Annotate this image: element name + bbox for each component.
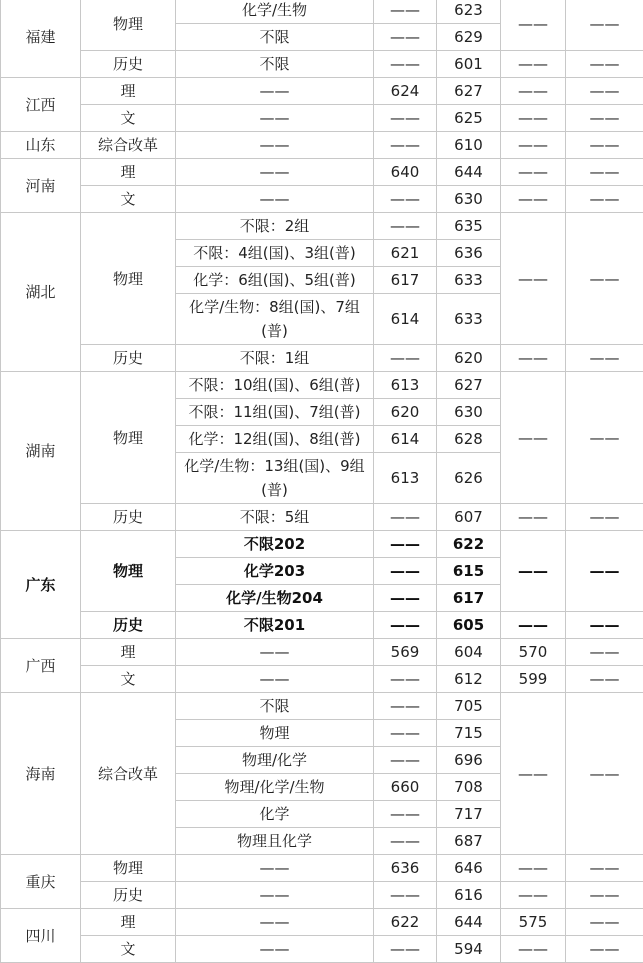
score-cell-d: —— bbox=[566, 132, 643, 159]
province-cell: 四川 bbox=[1, 909, 81, 963]
requirement-cell: 化学/生物 bbox=[176, 0, 374, 24]
subject-cell: 综合改革 bbox=[81, 132, 176, 159]
score-cell-b: 715 bbox=[437, 720, 501, 747]
score-cell-d: —— bbox=[566, 612, 643, 639]
score-cell-b: 627 bbox=[437, 78, 501, 105]
score-cell-a: 636 bbox=[374, 855, 437, 882]
score-cell-c: 575 bbox=[501, 909, 566, 936]
province-cell: 福建 bbox=[1, 0, 81, 78]
province-cell: 山东 bbox=[1, 132, 81, 159]
requirement-cell: 不限201 bbox=[176, 612, 374, 639]
table-row bbox=[1, 159, 643, 186]
requirement-cell: 不限：1组 bbox=[176, 345, 374, 372]
score-cell-c: —— bbox=[501, 51, 566, 78]
score-cell-d: —— bbox=[566, 105, 643, 132]
subject-cell: 物理 bbox=[81, 531, 176, 612]
score-cell-a: 613 bbox=[374, 372, 437, 399]
score-cell-a: 569 bbox=[374, 639, 437, 666]
score-cell-a: 614 bbox=[374, 294, 437, 345]
requirement-cell: 化学203 bbox=[176, 558, 374, 585]
requirement-cell: —— bbox=[176, 78, 374, 105]
score-cell-a: —— bbox=[374, 801, 437, 828]
requirement-cell: 不限：10组(国)、6组(普) bbox=[176, 372, 374, 399]
province-cell: 广东 bbox=[1, 531, 81, 639]
score-cell-d: —— bbox=[566, 666, 643, 693]
score-cell-b: 644 bbox=[437, 909, 501, 936]
requirement-cell: —— bbox=[176, 666, 374, 693]
score-cell-d: —— bbox=[566, 345, 643, 372]
score-cell-a: —— bbox=[374, 132, 437, 159]
score-cell-b: 708 bbox=[437, 774, 501, 801]
province-cell: 海南 bbox=[1, 693, 81, 855]
score-cell-b: 705 bbox=[437, 693, 501, 720]
score-cell-b: 630 bbox=[437, 399, 501, 426]
score-cell-d: —— bbox=[566, 639, 643, 666]
score-cell-d: —— bbox=[566, 372, 643, 504]
score-cell-c: —— bbox=[501, 936, 566, 963]
score-cell-d: —— bbox=[566, 855, 643, 882]
subject-cell: 历史 bbox=[81, 612, 176, 639]
score-cell-b: 646 bbox=[437, 855, 501, 882]
table-row bbox=[1, 936, 643, 963]
score-cell-b: 627 bbox=[437, 372, 501, 399]
score-cell-c: —— bbox=[501, 855, 566, 882]
requirement-cell: 化学/生物204 bbox=[176, 585, 374, 612]
requirement-cell: —— bbox=[176, 936, 374, 963]
score-cell-b: 605 bbox=[437, 612, 501, 639]
score-cell-a: —— bbox=[374, 693, 437, 720]
score-cell-c: —— bbox=[501, 132, 566, 159]
score-cell-d: —— bbox=[566, 531, 643, 612]
score-cell-b: 635 bbox=[437, 213, 501, 240]
province-cell: 河南 bbox=[1, 159, 81, 213]
requirement-cell: 不限：11组(国)、7组(普) bbox=[176, 399, 374, 426]
score-cell-b: 616 bbox=[437, 882, 501, 909]
score-cell-b: 687 bbox=[437, 828, 501, 855]
table-row bbox=[1, 186, 643, 213]
score-cell-d: —— bbox=[566, 909, 643, 936]
score-cell-d: —— bbox=[566, 936, 643, 963]
score-cell-a: 617 bbox=[374, 267, 437, 294]
score-cell-b: 604 bbox=[437, 639, 501, 666]
subject-cell: 物理 bbox=[81, 0, 176, 51]
requirement-cell: —— bbox=[176, 186, 374, 213]
table-row bbox=[1, 909, 643, 936]
score-cell-d: —— bbox=[566, 213, 643, 345]
score-cell-a: 622 bbox=[374, 909, 437, 936]
score-cell-c: —— bbox=[501, 78, 566, 105]
score-cell-b: 630 bbox=[437, 186, 501, 213]
table-row bbox=[1, 693, 643, 720]
requirement-cell: 物理/化学 bbox=[176, 747, 374, 774]
requirement-cell: —— bbox=[176, 132, 374, 159]
score-cell-a: 621 bbox=[374, 240, 437, 267]
score-cell-a: —— bbox=[374, 666, 437, 693]
table-row bbox=[1, 213, 643, 240]
subject-cell: 理 bbox=[81, 159, 176, 186]
score-cell-b: 633 bbox=[437, 294, 501, 345]
requirement-cell: —— bbox=[176, 159, 374, 186]
score-cell-d: —— bbox=[566, 78, 643, 105]
subject-cell: 历史 bbox=[81, 504, 176, 531]
requirement-cell: 物理/化学/生物 bbox=[176, 774, 374, 801]
province-cell: 广西 bbox=[1, 639, 81, 693]
requirement-cell: 化学：6组(国)、5组(普) bbox=[176, 267, 374, 294]
table-body bbox=[1, 0, 643, 963]
table-row bbox=[1, 855, 643, 882]
score-cell-a: —— bbox=[374, 0, 437, 24]
table-row bbox=[1, 372, 643, 399]
requirement-cell: 不限 bbox=[176, 693, 374, 720]
subject-cell: 历史 bbox=[81, 51, 176, 78]
score-cell-c: 599 bbox=[501, 666, 566, 693]
score-cell-c: —— bbox=[501, 531, 566, 612]
subject-cell: 文 bbox=[81, 666, 176, 693]
score-cell-d: —— bbox=[566, 186, 643, 213]
table-row bbox=[1, 0, 643, 24]
subject-cell: 文 bbox=[81, 105, 176, 132]
table-row bbox=[1, 132, 643, 159]
score-cell-b: 612 bbox=[437, 666, 501, 693]
score-cell-a: 660 bbox=[374, 774, 437, 801]
score-cell-b: 636 bbox=[437, 240, 501, 267]
score-cell-c: —— bbox=[501, 0, 566, 51]
requirement-cell: 化学/生物：8组(国)、7组(普) bbox=[176, 294, 374, 345]
province-cell: 湖南 bbox=[1, 372, 81, 531]
score-cell-b: 717 bbox=[437, 801, 501, 828]
score-cell-b: 601 bbox=[437, 51, 501, 78]
requirement-cell: 物理且化学 bbox=[176, 828, 374, 855]
score-cell-c: —— bbox=[501, 159, 566, 186]
province-cell: 重庆 bbox=[1, 855, 81, 909]
score-cell-a: —— bbox=[374, 612, 437, 639]
table-row bbox=[1, 78, 643, 105]
province-cell: 江西 bbox=[1, 78, 81, 132]
score-cell-c: —— bbox=[501, 105, 566, 132]
subject-cell: 理 bbox=[81, 639, 176, 666]
score-cell-a: —— bbox=[374, 747, 437, 774]
requirement-cell: 物理 bbox=[176, 720, 374, 747]
score-cell-d: —— bbox=[566, 693, 643, 855]
score-cell-c: —— bbox=[501, 213, 566, 345]
subject-cell: 历史 bbox=[81, 882, 176, 909]
subject-cell: 物理 bbox=[81, 213, 176, 345]
requirement-cell: 不限 bbox=[176, 51, 374, 78]
score-cell-d: —— bbox=[566, 159, 643, 186]
score-cell-a: —— bbox=[374, 345, 437, 372]
score-cell-b: 628 bbox=[437, 426, 501, 453]
table-row bbox=[1, 504, 643, 531]
requirement-cell: 不限：2组 bbox=[176, 213, 374, 240]
table-row bbox=[1, 51, 643, 78]
score-cell-b: 610 bbox=[437, 132, 501, 159]
score-cell-d: —— bbox=[566, 51, 643, 78]
province-cell: 湖北 bbox=[1, 213, 81, 372]
score-cell-a: —— bbox=[374, 186, 437, 213]
table-row bbox=[1, 345, 643, 372]
score-cell-b: 615 bbox=[437, 558, 501, 585]
score-cell-a: —— bbox=[374, 531, 437, 558]
score-cell-b: 696 bbox=[437, 747, 501, 774]
score-cell-b: 617 bbox=[437, 585, 501, 612]
score-cell-c: —— bbox=[501, 345, 566, 372]
table-row bbox=[1, 666, 643, 693]
score-cell-b: 607 bbox=[437, 504, 501, 531]
requirement-cell: 不限202 bbox=[176, 531, 374, 558]
table-row bbox=[1, 882, 643, 909]
score-cell-d: —— bbox=[566, 504, 643, 531]
requirement-cell: 不限 bbox=[176, 24, 374, 51]
table-row bbox=[1, 612, 643, 639]
score-cell-d: —— bbox=[566, 0, 643, 51]
score-cell-a: —— bbox=[374, 585, 437, 612]
score-cell-a: —— bbox=[374, 882, 437, 909]
score-cell-c: —— bbox=[501, 882, 566, 909]
score-cell-a: —— bbox=[374, 213, 437, 240]
requirement-cell: 化学 bbox=[176, 801, 374, 828]
score-cell-b: 623 bbox=[437, 0, 501, 24]
score-cell-a: —— bbox=[374, 504, 437, 531]
subject-cell: 文 bbox=[81, 186, 176, 213]
score-cell-a: —— bbox=[374, 558, 437, 585]
subject-cell: 历史 bbox=[81, 345, 176, 372]
score-cell-d: —— bbox=[566, 882, 643, 909]
score-cell-c: —— bbox=[501, 372, 566, 504]
subject-cell: 物理 bbox=[81, 372, 176, 504]
score-cell-a: —— bbox=[374, 720, 437, 747]
requirement-cell: 不限：5组 bbox=[176, 504, 374, 531]
score-cell-b: 594 bbox=[437, 936, 501, 963]
score-cell-a: —— bbox=[374, 51, 437, 78]
score-cell-a: 624 bbox=[374, 78, 437, 105]
subject-cell: 物理 bbox=[81, 855, 176, 882]
subject-cell: 文 bbox=[81, 936, 176, 963]
requirement-cell: —— bbox=[176, 639, 374, 666]
requirement-cell: 化学：12组(国)、8组(普) bbox=[176, 426, 374, 453]
requirement-cell: 化学/生物：13组(国)、9组(普) bbox=[176, 453, 374, 504]
score-cell-b: 629 bbox=[437, 24, 501, 51]
score-cell-b: 633 bbox=[437, 267, 501, 294]
score-cell-a: 620 bbox=[374, 399, 437, 426]
score-cell-a: —— bbox=[374, 105, 437, 132]
score-cell-c: —— bbox=[501, 504, 566, 531]
score-cell-a: —— bbox=[374, 936, 437, 963]
score-cell-a: 614 bbox=[374, 426, 437, 453]
score-cell-b: 620 bbox=[437, 345, 501, 372]
score-cell-b: 622 bbox=[437, 531, 501, 558]
score-cell-a: 640 bbox=[374, 159, 437, 186]
subject-cell: 理 bbox=[81, 909, 176, 936]
requirement-cell: —— bbox=[176, 909, 374, 936]
table-row bbox=[1, 105, 643, 132]
score-cell-c: —— bbox=[501, 612, 566, 639]
requirement-cell: —— bbox=[176, 855, 374, 882]
requirement-cell: —— bbox=[176, 882, 374, 909]
table-row bbox=[1, 531, 643, 558]
score-cell-b: 626 bbox=[437, 453, 501, 504]
requirement-cell: 不限：4组(国)、3组(普) bbox=[176, 240, 374, 267]
score-cell-a: —— bbox=[374, 828, 437, 855]
score-cell-a: 613 bbox=[374, 453, 437, 504]
table-row bbox=[1, 639, 643, 666]
score-cell-c: —— bbox=[501, 693, 566, 855]
score-cell-c: 570 bbox=[501, 639, 566, 666]
requirement-cell: —— bbox=[176, 105, 374, 132]
score-cell-a: —— bbox=[374, 24, 437, 51]
score-cell-c: —— bbox=[501, 186, 566, 213]
score-cell-b: 644 bbox=[437, 159, 501, 186]
score-cell-b: 625 bbox=[437, 105, 501, 132]
subject-cell: 理 bbox=[81, 78, 176, 105]
subject-cell: 综合改革 bbox=[81, 693, 176, 855]
